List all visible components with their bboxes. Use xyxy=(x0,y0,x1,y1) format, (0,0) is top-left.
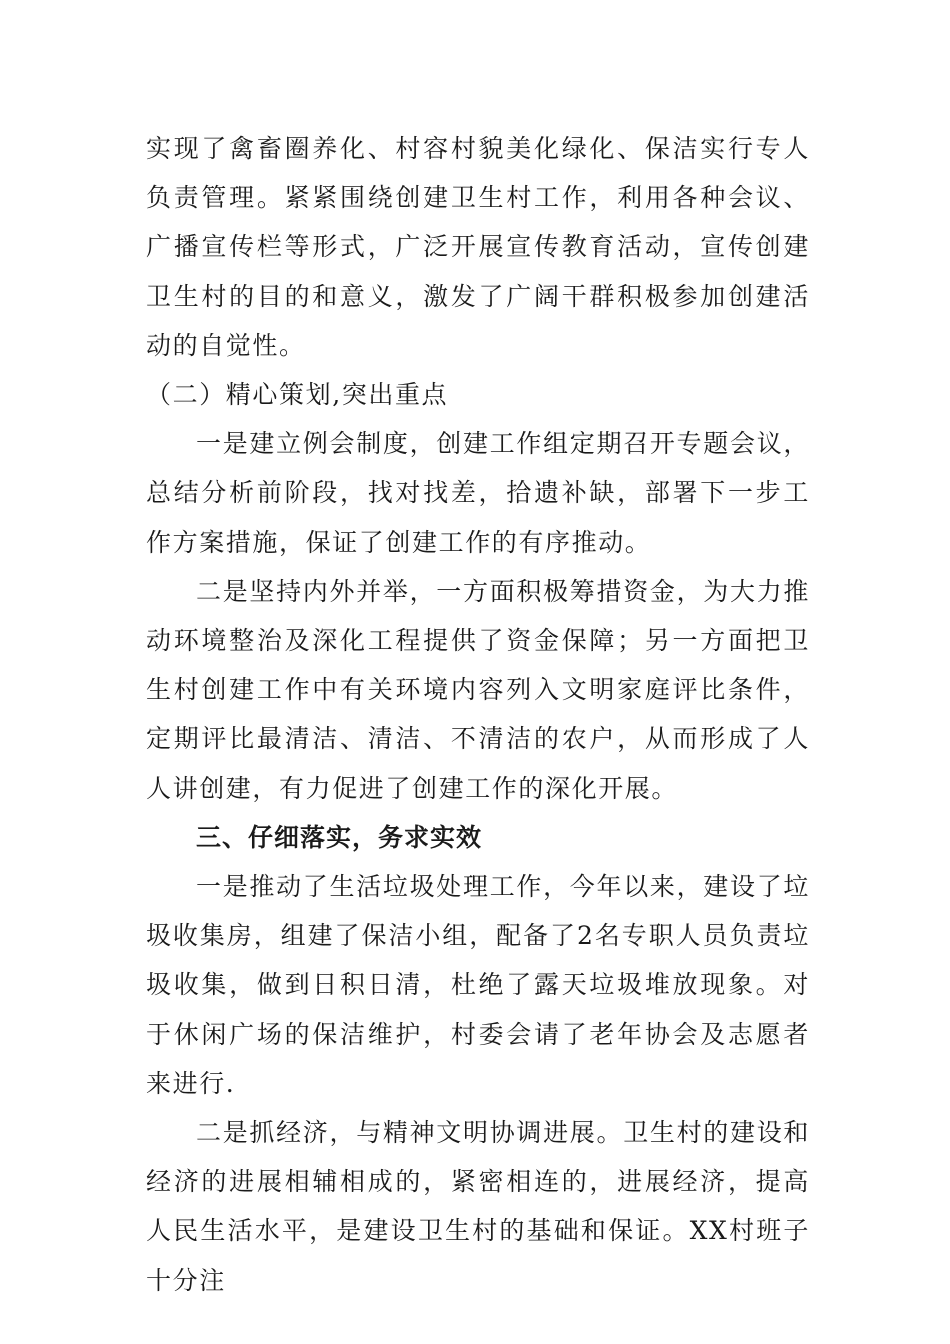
paragraph-publicity: 实现了禽畜圈养化、村容村貌美化绿化、保洁实行专人负责管理。紧紧围绕创建卫生村工作，利用各种会议、广播宣传栏等形式，广泛开展宣传教育活动，宣传创建卫生村的目的和意义，激发了广阔干群积极参加创建活动的自觉性。 xyxy=(146,134,810,360)
paragraph-meeting-system: 一是建立例会制度，创建工作组定期召开专题会议，总结分析前阶段，找对找差，拾遗补缺，部署下一步工作方案措施，保证了创建工作的有序推动。 xyxy=(146,429,810,557)
subheading-planning: （二）精心策划,突出重点 xyxy=(146,380,449,410)
paragraph-economy: 二是抓经济，与精神文明协调进展。卫生村的建设和经济的进展相辅相成的，紧密相连的，进展经济，提高人民生活水平，是建设卫生村的基础和保证。XX村班子十分注 xyxy=(146,1118,810,1295)
paragraph-funding: 二是坚持内外并举，一方面积极筹措资金，为大力推动环境整治及深化工程提供了资金保障；另一方面把卫生村创建工作中有关环境内容列入文明家庭评比条件，定期评比最清洁、清洁、不清洁的农户，从而形成了人人讲创建，有力促进了创建工作的深化开展。 xyxy=(146,576,810,803)
document-body xyxy=(146,124,810,1305)
section-heading-implementation: 三、仔细落实，务求实效 xyxy=(196,822,483,852)
paragraph-garbage-disposal: 一是推动了生活垃圾处理工作，今年以来，建设了垃圾收集房，组建了保洁小组，配备了2名专职人员负责垃圾收集，做到日积日清，杜绝了露天垃圾堆放现象。对于休闲广场的保洁维护，村委会请了老年协会及志愿者来进行. xyxy=(146,872,810,1098)
